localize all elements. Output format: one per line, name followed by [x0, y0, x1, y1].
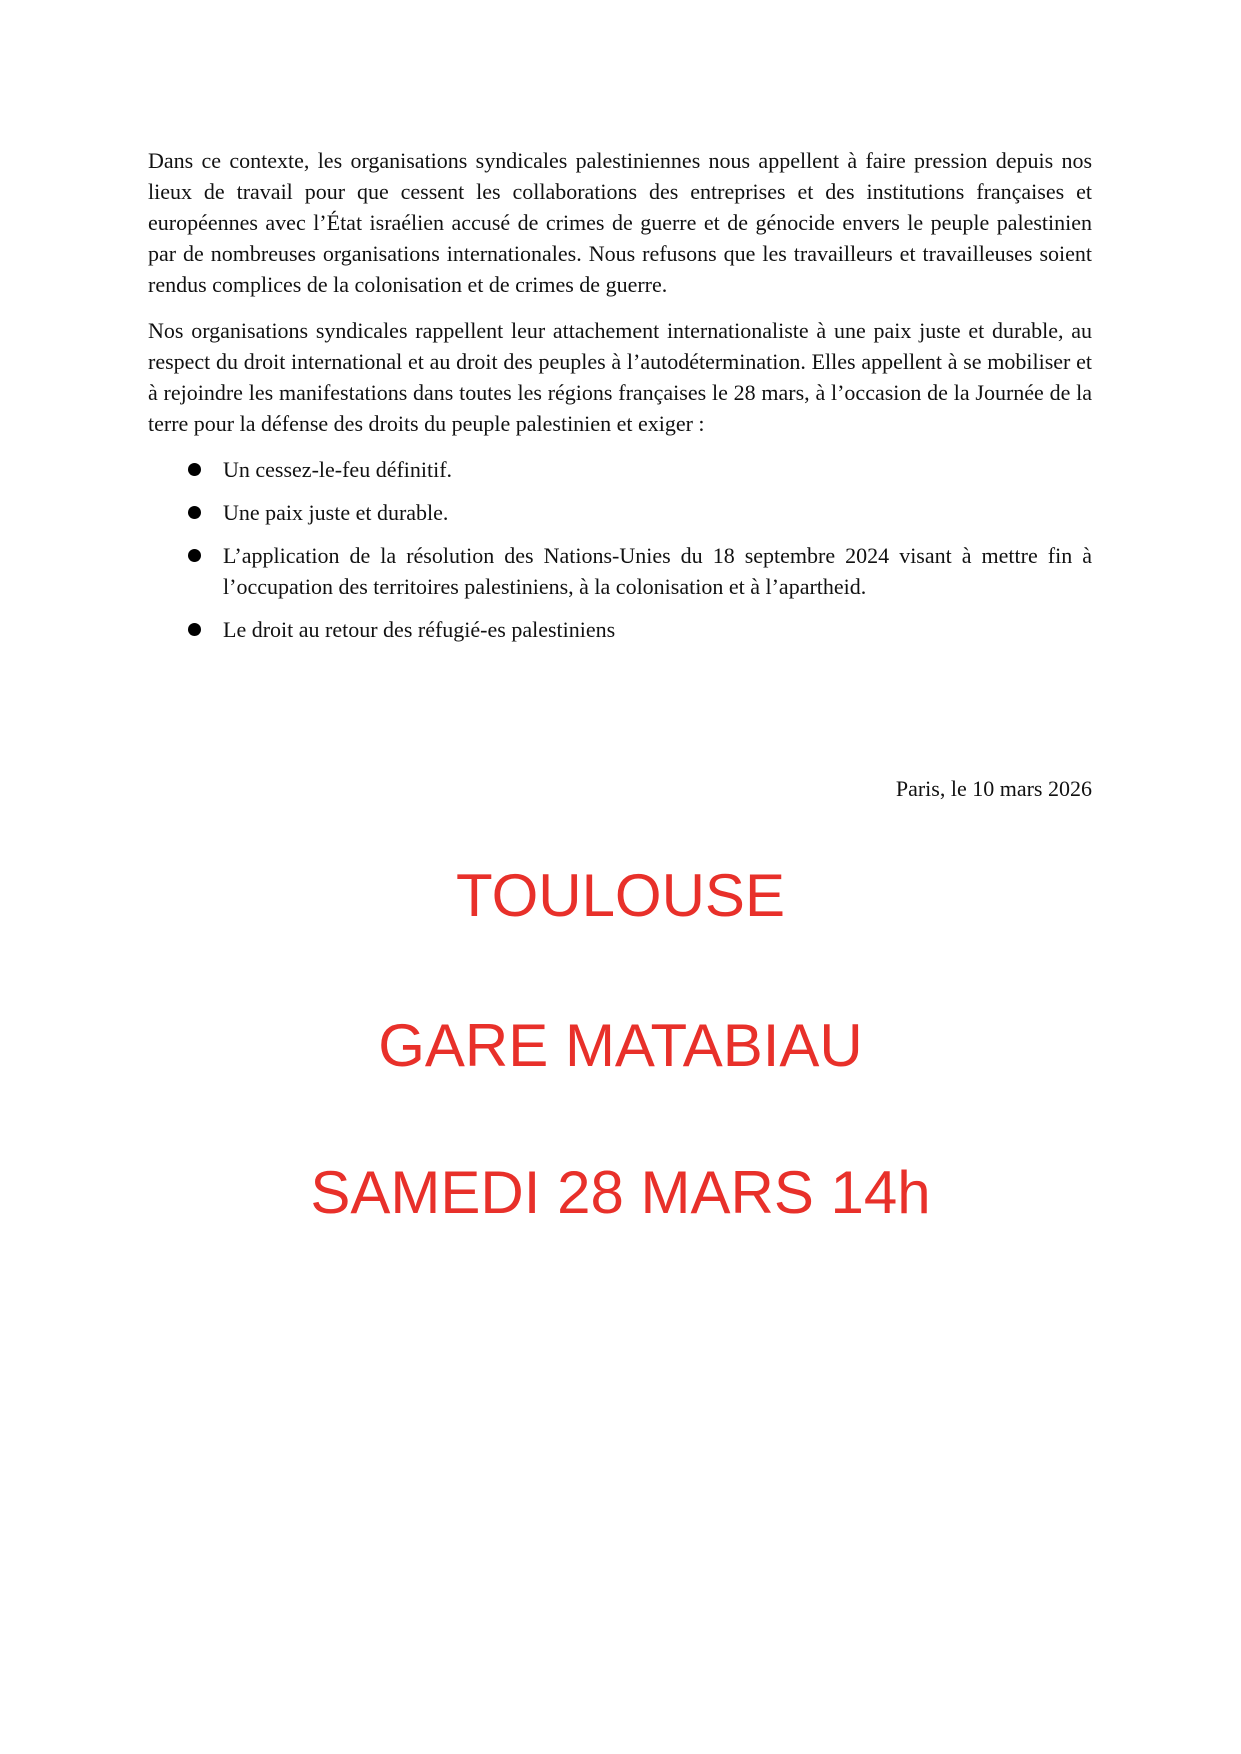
event-datetime: SAMEDI 28 MARS 14h	[310, 1159, 931, 1226]
bullet-icon	[188, 463, 201, 476]
list-item	[148, 614, 1092, 645]
demands-list	[148, 454, 1092, 645]
demand-text: Une paix juste et durable.	[223, 500, 449, 525]
list-item	[148, 540, 1092, 602]
event-city: TOULOUSE	[456, 862, 785, 929]
demand-text: Un cessez-le-feu définitif.	[223, 457, 453, 482]
signature-date: Paris, le 10 mars 2026	[895, 776, 1092, 801]
document-body	[148, 145, 1092, 657]
paragraph-call-to-action: Nos organisations syndicales rappellent leur attachement internationaliste à une paix juste et durable, au respect du droit international et au droit des peuples à l’autodétermination. Elles appellent à se mobiliser et à rejoindre les manifestations dans toutes les régions françaises le 28 mars, à l’occasion de la Journée de la terre pour la défense des droits du peuple palestinien et exiger :	[148, 318, 1092, 436]
bullet-icon	[188, 623, 201, 636]
bullet-icon	[188, 549, 201, 562]
demand-text: L’application de la résolution des Nations-Unies du 18 septembre 2024 visant à mettre fin à l’occupation des territoires palestiniens, à la colonisation et à l’apartheid.	[223, 543, 1092, 599]
list-item	[148, 454, 1092, 485]
bullet-icon	[188, 506, 201, 519]
event-place: GARE MATABIAU	[378, 1012, 863, 1079]
demand-text: Le droit au retour des réfugié-es palestiniens	[223, 617, 616, 642]
list-item	[148, 497, 1092, 528]
paragraph-context: Dans ce contexte, les organisations syndicales palestiniennes nous appellent à faire pression depuis nos lieux de travail pour que cessent les collaborations des entreprises et des institutions françaises et européennes avec l’État israélien accusé de crimes de guerre et de génocide envers le peuple palestinien par de nombreuses organisations internationales. Nous refusons que les travailleurs et travailleuses soient rendus complices de la colonisation et de crimes de guerre.	[148, 148, 1092, 297]
